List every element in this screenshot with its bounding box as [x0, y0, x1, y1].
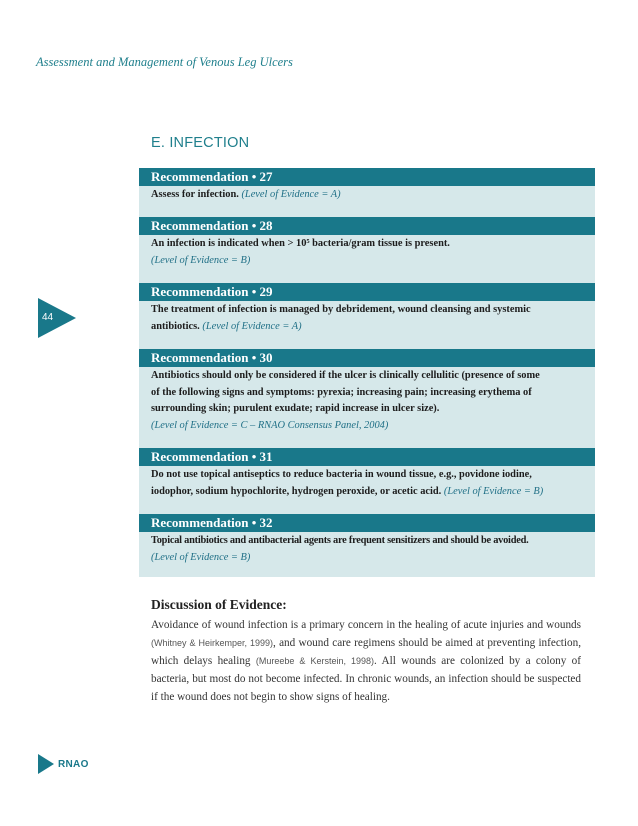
- level-of-evidence: (Level of Evidence = A): [202, 320, 302, 332]
- recommendation-text: Do not use topical antiseptics to reduce bacteria in wound tissue, e.g., povidone iodine,: [151, 469, 532, 480]
- recommendation-body: [151, 368, 583, 434]
- recommendation-heading: Recommendation • 31: [139, 448, 595, 466]
- citation: (Whitney & Heirkemper, 1999): [151, 638, 273, 648]
- recommendation-text: Topical antibiotics and antibacterial agents are frequent sensitizers and should be avoided.: [151, 535, 529, 546]
- recommendation-body: [151, 533, 583, 566]
- recommendation-text: The treatment of infection is managed by debridement, wound cleansing and systemic: [151, 304, 531, 315]
- discussion-title: Discussion of Evidence:: [151, 597, 287, 612]
- logo-text: RNAO: [58, 758, 89, 770]
- recommendation-text: antibiotics.: [151, 320, 200, 332]
- recommendation-heading: Recommendation • 30: [139, 349, 595, 367]
- recommendation-text: Assess for infection.: [151, 189, 239, 200]
- recommendation-heading: Recommendation • 29: [139, 283, 595, 301]
- recommendation-body: [151, 236, 583, 269]
- section-title: E. INFECTION: [151, 135, 250, 151]
- level-of-evidence: (Level of Evidence = B): [151, 551, 251, 563]
- recommendation-text: surrounding skin; purulent exudate; rapid increase in ulcer size).: [151, 403, 440, 414]
- recommendation-text: Antibiotics should only be considered if the ulcer is clinically cellulitic (presence of some: [151, 370, 540, 381]
- recommendation-body: [151, 187, 583, 204]
- level-of-evidence: (Level of Evidence = A): [241, 189, 341, 200]
- recommendation-text: iodophor, sodium hypochlorite, hydrogen peroxide, or acetic acid.: [151, 485, 442, 497]
- page-number: 44: [42, 312, 54, 323]
- recommendation-heading: Recommendation • 27: [139, 168, 595, 186]
- citation: (Mureebe & Kerstein, 1998): [255, 656, 375, 666]
- recommendation-body: [151, 302, 583, 335]
- recommendations-panel: [139, 168, 595, 577]
- rnao-logo: [38, 754, 89, 774]
- level-of-evidence: (Level of Evidence = B): [151, 254, 251, 266]
- discussion-text-part: , and wound care regimens should be aimed at preventing infection, which delays healing: [151, 637, 582, 667]
- recommendation-heading: Recommendation • 32: [139, 514, 595, 532]
- recommendation-text: of the following signs and symptoms: pyrexia; increasing pain; increasing erythema of: [151, 386, 532, 398]
- recommendation-text: An infection is indicated when > 10⁵ bacteria/gram tissue is present.: [151, 238, 450, 249]
- logo-triangle-icon: [38, 754, 54, 774]
- level-of-evidence: (Level of Evidence = C – RNAO Consensus Panel, 2004): [151, 419, 389, 431]
- recommendation-heading: Recommendation • 28: [139, 217, 595, 235]
- discussion-text-part: Avoidance of wound infection is a primary concern in the healing of acute injuries and wounds: [151, 619, 581, 631]
- level-of-evidence: (Level of Evidence = B): [443, 485, 544, 497]
- discussion-text-part: . All wounds are colonized by a colony of bacteria, but most do not become infected. In chronic wounds, an infection should be suspected if the wound does not begin to show signs of healing.: [151, 655, 581, 703]
- recommendation-body: [151, 467, 583, 500]
- discussion-text: [151, 616, 581, 706]
- running-title: Assessment and Management of Venous Leg Ulcers: [36, 55, 293, 69]
